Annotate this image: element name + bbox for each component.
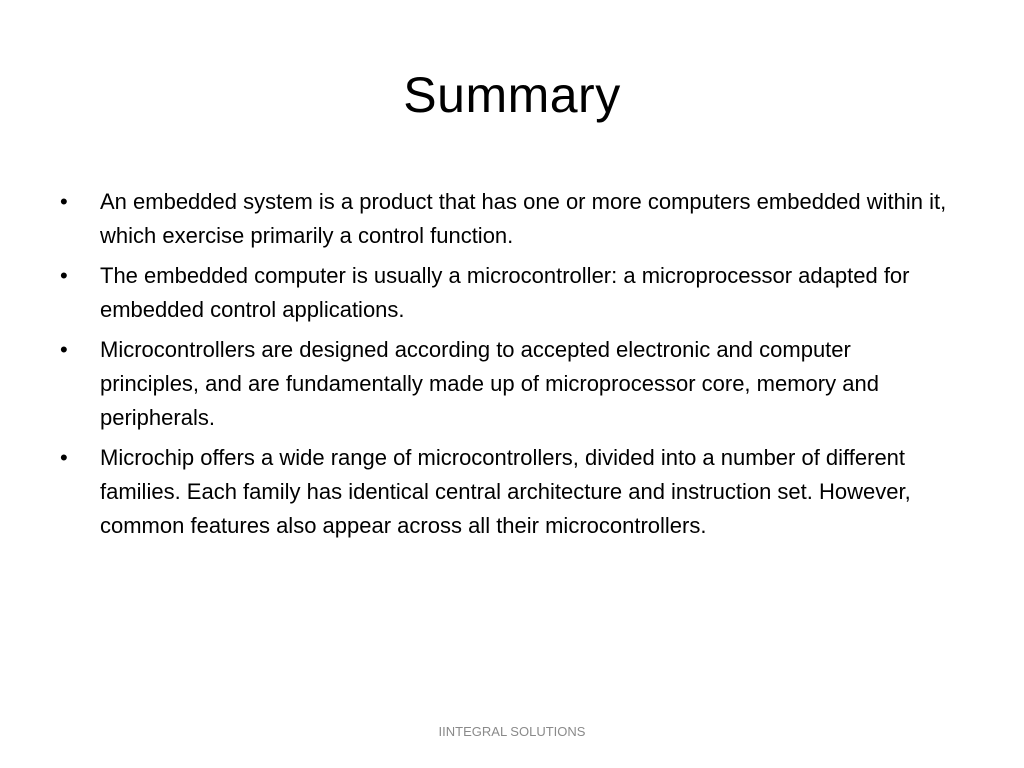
bullet-text: Microcontrollers are designed according to accepted electronic and computer principles, and are fundamentally made up of microprocessor core, memory and peripherals. [100,337,879,430]
bullet-text: The embedded computer is usually a microcontroller: a microprocessor adapted for embedded control applications. [100,263,910,322]
bullet-icon: • [60,263,68,288]
list-item [60,441,950,543]
bullet-icon: • [60,445,68,470]
bullet-icon: • [60,337,68,362]
bullet-text: An embedded system is a product that has one or more computers embedded within it, which exercise primarily a control function. [100,189,947,248]
bullet-list [60,185,950,549]
slide-footer: IINTEGRAL SOLUTIONS [438,724,586,739]
list-item [60,333,950,435]
bullet-text: Microchip offers a wide range of microcontrollers, divided into a number of different families. Each family has identical central architecture and instruction set. However, common features also appear across all their microcontrollers. [100,445,911,538]
list-item [60,185,950,253]
list-item [60,259,950,327]
slide-title: Summary [403,67,621,123]
bullet-icon: • [60,189,68,214]
